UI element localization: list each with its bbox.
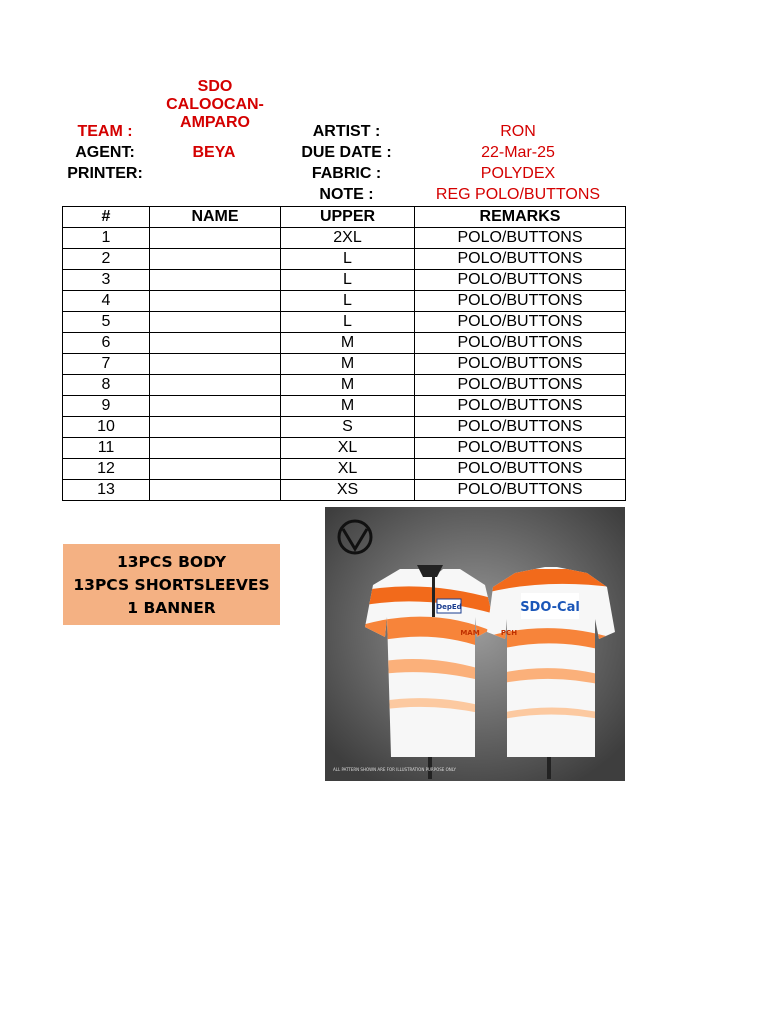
row-upper-cell: L [281,291,415,312]
table-row [63,228,626,249]
team-value-line: CALOOCAN- [166,96,264,113]
note-label: NOTE : [319,186,374,203]
table-row [63,354,626,375]
table-row [63,312,626,333]
svg-text:DepEd: DepEd [436,603,462,611]
team-label: TEAM : [77,123,133,140]
agent-value: BEYA [192,144,236,161]
artist-label: ARTIST : [312,123,381,140]
row-number-cell: 3 [63,270,150,291]
row-remarks-cell: POLO/BUTTONS [415,417,626,438]
svg-text:MAM: MAM [460,629,480,637]
row-remarks-cell: POLO/BUTTONS [415,396,626,417]
row-number-cell: 11 [63,438,150,459]
summary-line: 13PCS SHORTSLEEVES [73,575,270,594]
row-number-cell: 2 [63,249,150,270]
row-upper-cell: M [281,354,415,375]
row-remarks-cell: POLO/BUTTONS [415,354,626,375]
order-summary [63,544,280,625]
row-name-cell [150,438,281,459]
agent-label: AGENT: [75,144,135,161]
row-upper-cell: L [281,270,415,291]
column-header-name: NAME [150,207,281,228]
table-row [63,417,626,438]
row-name-cell [150,459,281,480]
row-upper-cell: 2XL [281,228,415,249]
fabric-value: POLYDEX [480,165,556,182]
row-name-cell [150,417,281,438]
roster-table [62,206,626,501]
column-header-remarks: REMARKS [415,207,626,228]
team-value-line: SDO [197,78,233,95]
row-number-cell: 10 [63,417,150,438]
printer-label: PRINTER: [67,165,143,182]
row-name-cell [150,228,281,249]
row-upper-cell: M [281,396,415,417]
row-number-cell: 6 [63,333,150,354]
svg-text:SDO-Cal: SDO-Cal [520,600,580,615]
row-name-cell [150,312,281,333]
row-upper-cell: S [281,417,415,438]
table-row [63,270,626,291]
row-number-cell: 5 [63,312,150,333]
row-upper-cell: XL [281,438,415,459]
row-name-cell [150,354,281,375]
row-upper-cell: XS [281,480,415,501]
fabric-label: FABRIC : [311,165,382,182]
row-name-cell [150,333,281,354]
svg-text:PCH: PCH [500,629,518,637]
row-upper-cell: L [281,312,415,333]
table-row [63,438,626,459]
svg-text:ALL PATTERN SHOWN ARE FOR ILLU: ALL PATTERN SHOWN ARE FOR ILLUSTRATION PURPOSE ONLY [333,767,456,772]
row-name-cell [150,396,281,417]
roster-body [63,228,626,501]
row-number-cell: 8 [63,375,150,396]
artist-value: RON [500,123,536,140]
row-remarks-cell: POLO/BUTTONS [415,291,626,312]
row-number-cell: 12 [63,459,150,480]
jersey-mockup-image [325,507,625,781]
table-row [63,396,626,417]
table-header-row [63,207,626,228]
table-row [63,480,626,501]
table-row [63,249,626,270]
row-remarks-cell: POLO/BUTTONS [415,270,626,291]
row-name-cell [150,270,281,291]
jersey-mockup-svg [325,507,625,781]
table-row [63,291,626,312]
row-name-cell [150,375,281,396]
table-row [63,459,626,480]
row-remarks-cell: POLO/BUTTONS [415,228,626,249]
team-value-line: AMPARO [180,114,250,131]
row-number-cell: 1 [63,228,150,249]
due-date-value: 22-Mar-25 [481,144,555,161]
row-name-cell [150,480,281,501]
row-upper-cell: M [281,375,415,396]
row-remarks-cell: POLO/BUTTONS [415,480,626,501]
row-name-cell [150,249,281,270]
column-header-number: # [63,207,150,228]
due-date-label: DUE DATE : [301,144,392,161]
team-value [160,78,270,132]
table-row [63,375,626,396]
row-remarks-cell: POLO/BUTTONS [415,312,626,333]
row-number-cell: 7 [63,354,150,375]
row-remarks-cell: POLO/BUTTONS [415,333,626,354]
table-row [63,333,626,354]
row-number-cell: 13 [63,480,150,501]
summary-line: 13PCS BODY [116,552,227,571]
row-number-cell: 9 [63,396,150,417]
row-name-cell [150,291,281,312]
row-remarks-cell: POLO/BUTTONS [415,459,626,480]
summary-line: 1 BANNER [127,598,216,617]
column-header-upper: UPPER [281,207,415,228]
row-remarks-cell: POLO/BUTTONS [415,438,626,459]
row-remarks-cell: POLO/BUTTONS [415,249,626,270]
row-upper-cell: L [281,249,415,270]
row-upper-cell: M [281,333,415,354]
note-value: REG POLO/BUTTONS [435,186,601,203]
row-number-cell: 4 [63,291,150,312]
row-remarks-cell: POLO/BUTTONS [415,375,626,396]
row-upper-cell: XL [281,459,415,480]
